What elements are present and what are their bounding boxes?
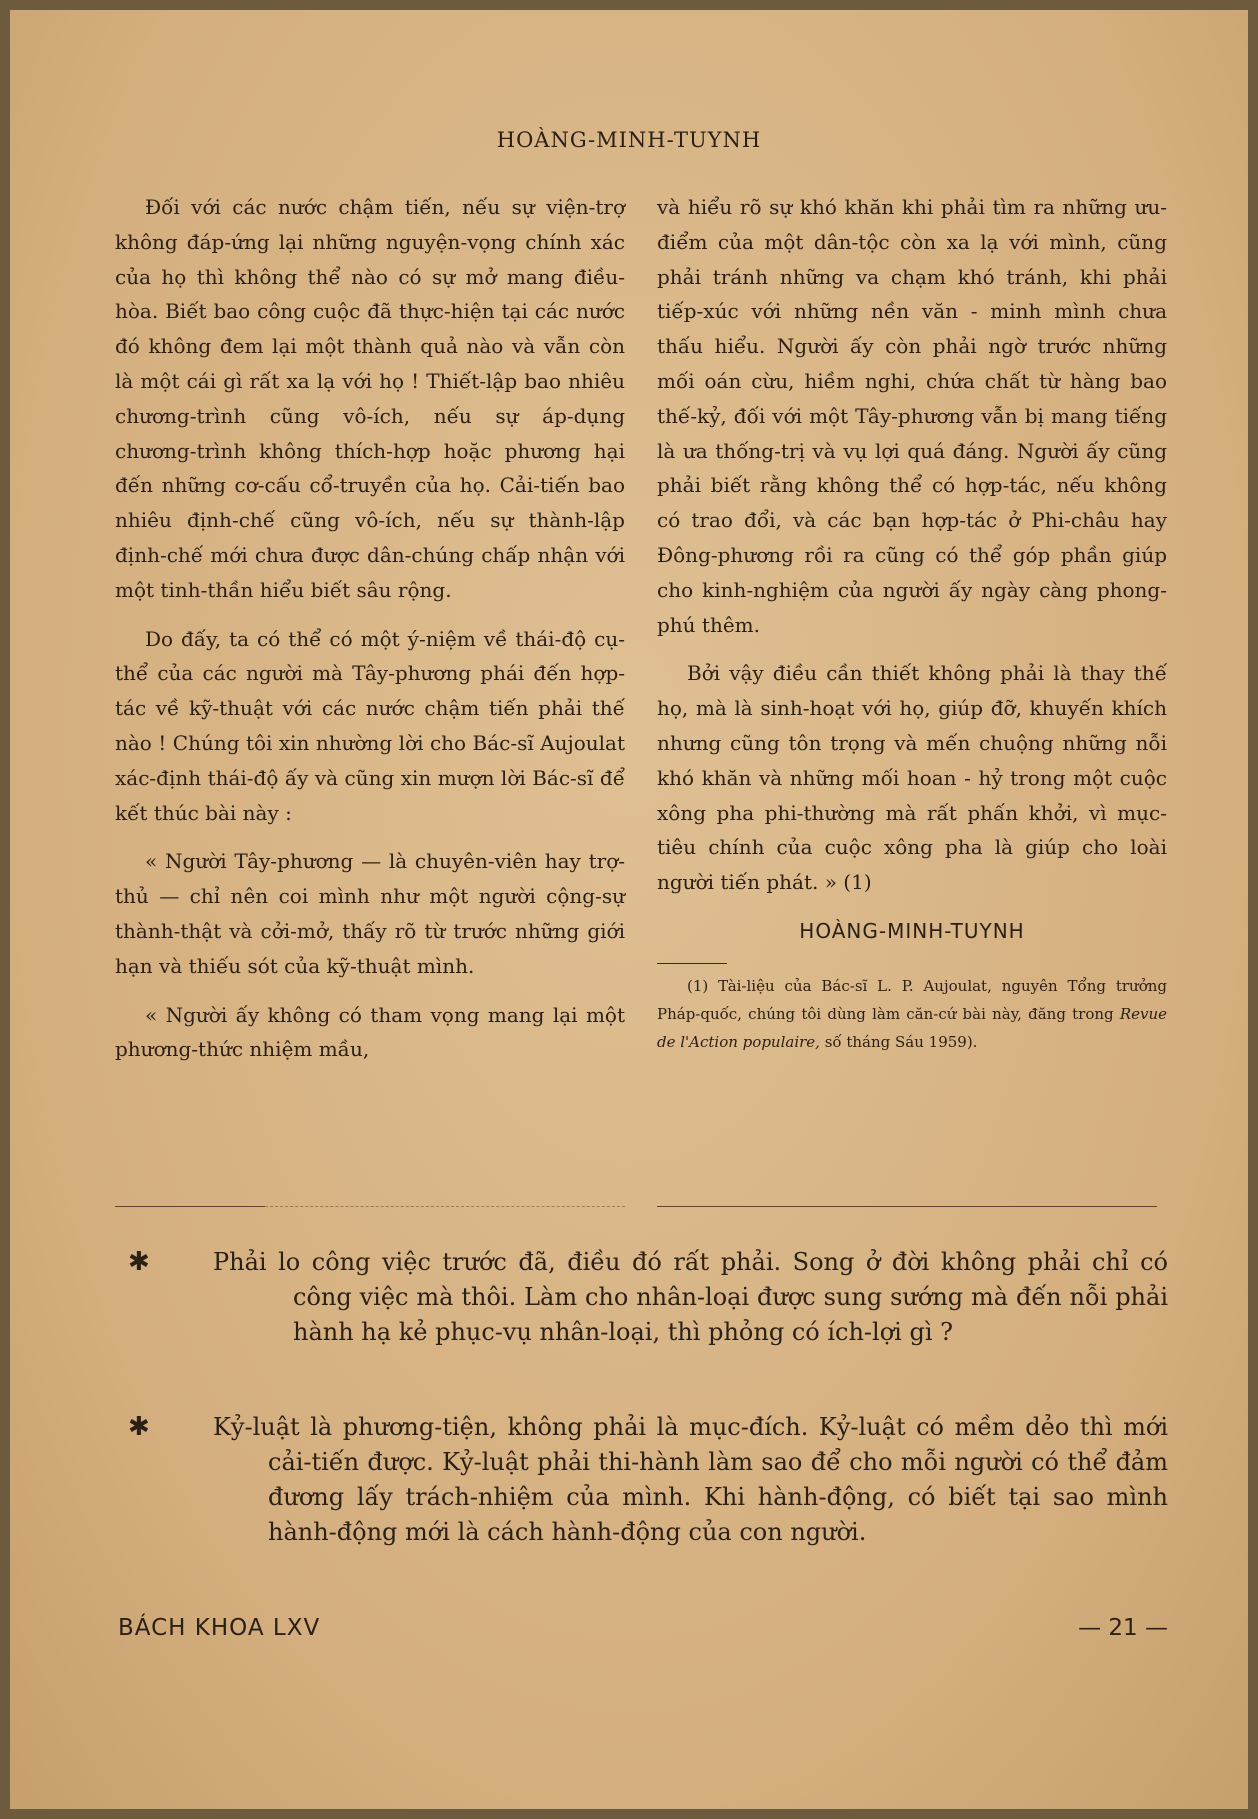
left-paragraph-4: « Người ấy không có tham vọng mang lại một phương-thức nhiệm mầu, xyxy=(115,1002,625,1062)
magazine-name: BÁCH KHOA LXV xyxy=(118,1615,321,1641)
page-number: — 21 — xyxy=(1078,1615,1168,1641)
footnote xyxy=(657,972,1167,1056)
left-column xyxy=(115,190,625,1067)
quote-2-text: Kỷ-luật là phương-tiện, không phải là mục-đích. Kỷ-luật có mềm dẻo thì mới cải-tiến được. Kỷ-luật phải thi-hành làm sao để cho mỗi người có thể đảm đương lấy trách-nhiệm của mình. Khi hành-động, có biết tại sao mình hành-động mới là cách hành-động của con người. xyxy=(213,1413,1168,1546)
left-paragraph-3: « Người Tây-phương — là chuyên-viên hay trợ-thủ — chỉ nên coi mình như một người cộng-sự thành-thật và cởi-mở, thấy rõ từ trước những giới hạn và thiếu sót của kỹ-thuật mình. xyxy=(115,849,625,978)
left-paragraph-2: Do đấy, ta có thể có một ý-niệm về thái-độ cụ-thể của các người mà Tây-phương phái đến hợp-tác về kỹ-thuật với các nước chậm tiến phải thế nào ! Chúng tôi xin nhường lời cho Bác-sĩ Aujoulat xác-định thái-độ ấy và cũng xin mượn lời Bác-sĩ để kết thúc bài này : xyxy=(115,626,625,825)
section-divider-left xyxy=(115,1206,265,1207)
footnote-source: Revue de l'Action populaire, xyxy=(657,1004,1167,1051)
right-paragraph-2: Bởi vậy điều cần thiết không phải là thay thế họ, mà là sinh-hoạt với họ, giúp đỡ, khuyến khích nhưng cũng tôn trọng và mến chuộng những nỗi khó khăn và những mối hoan - hỷ trong một cuộc xông pha phi-thường mà rất phấn khởi, vì mục-tiêu chính của cuộc xông pha là giúp cho loài người tiến phát. » (1) xyxy=(657,661,1167,895)
running-head: HOÀNG-MINH-TUYNH xyxy=(496,128,762,152)
footnote-text: (1) Tài-liệu của Bác-sĩ L. P. Aujoulat, nguyên Tổng trưởng Pháp-quốc, chúng tôi dùng làm căn-cứ bài này, đăng trong xyxy=(657,976,1167,1023)
section-divider-right xyxy=(657,1206,1157,1207)
magazine-page xyxy=(10,10,1248,1809)
footnote-divider xyxy=(657,963,727,964)
left-paragraph-1: Đối với các nước chậm tiến, nếu sự viện-trợ không đáp-ứng lại những nguyện-vọng chính xác của họ thì không thể nào có sự mở mang điều-hòa. Biết bao công cuộc đã thực-hiện tại các nước đó không đem lại một thành quả nào và vẫn còn là một cái gì rất xa lạ với họ ! Thiết-lập bao nhiêu chương-trình cũng vô-ích, nếu sự áp-dụng chương-trình không thích-hợp hoặc phương hại đến những cơ-cấu cổ-truyền của họ. Cải-tiến bao nhiêu định-chế cũng vô-ích, nếu sự thành-lập định-chế mới chưa được dân-chúng chấp nhận với một tinh-thần hiểu biết sâu rộng. xyxy=(115,195,625,602)
quote-1 xyxy=(128,1245,1168,1350)
footnote-date: số tháng Sáu 1959). xyxy=(819,1032,978,1051)
article-author: HOÀNG-MINH-TUYNH xyxy=(799,918,1025,943)
right-paragraph-1: và hiểu rõ sự khó khăn khi phải tìm ra những ưu-điểm của một dân-tộc còn xa lạ với mình, cũng phải tránh những va chạm khó tránh, khi phải tiếp-xúc với những nền văn - minh mình chưa thấu hiểu. Người ấy còn phải ngờ trước những mối oán cừu, hiềm nghi, chứa chất từ hàng bao thế-kỷ, đối với một Tây-phương vẫn bị mang tiếng là ưa thống-trị và vụ lợi quá đáng. Người ấy cũng phải biết rằng không thể có hợp-tác, nếu không có trao đổi, và các bạn hợp-tác ở Phi-châu hay Đông-phương rồi ra cũng có thể góp phần giúp cho kinh-nghiệm của người ấy ngày càng phong-phú thêm. xyxy=(657,195,1167,637)
star-bullet-icon: ✱ xyxy=(128,1412,150,1442)
quote-2 xyxy=(128,1410,1168,1550)
star-bullet-icon: ✱ xyxy=(128,1247,150,1277)
right-column xyxy=(657,190,1167,1056)
quote-1-text: Phải lo công việc trước đã, điều đó rất phải. Song ở đời không phải chỉ có công việc mà thôi. Làm cho nhân-loại được sung sướng mà đến nỗi phải hành hạ kẻ phục-vụ nhân-loại, thì phỏng có ích-lợi gì ? xyxy=(213,1248,1168,1346)
section-divider-middle xyxy=(265,1206,625,1207)
